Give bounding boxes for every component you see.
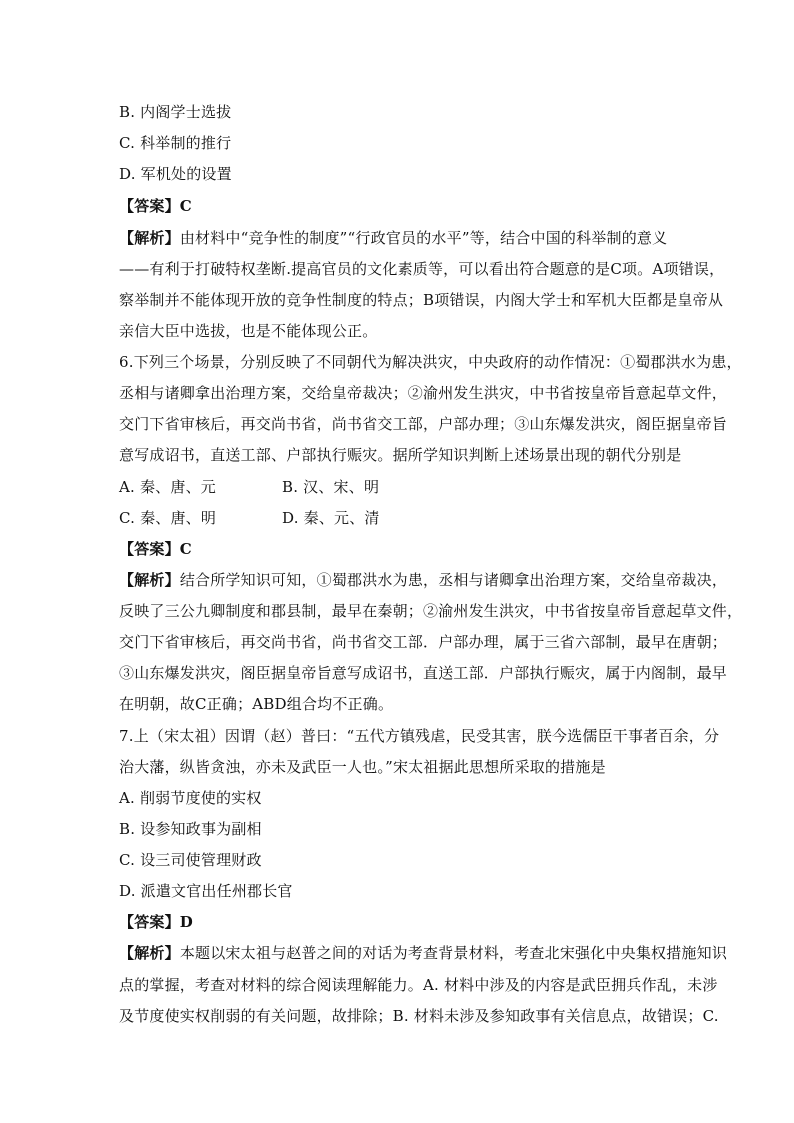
q6-stem-line-3: 交门下省审核后，再交尚书省，尚书省交工部，户部办理；③山东爆发洪灾，阁臣据皇帝旨 bbox=[119, 415, 728, 433]
q7-option-b: B. 设参知政事为副相 bbox=[119, 820, 262, 838]
q6-analysis-line-4: ③山东爆发洪灾，阁臣据皇帝旨意写成诏书，直送工部．户部执行赈灾，属于内阁制，最早 bbox=[119, 664, 728, 682]
q6-stem-line-2: 丞相与诸卿拿出治理方案，交给皇帝裁决；②渝州发生洪灾，中书省按皇帝旨意起草文件， bbox=[119, 384, 728, 402]
q7-analysis-line-2: 点的掌握，考查对材料的综合阅读理解能力。A. 材料中涉及的内容是武臣拥兵作乱，未涉 bbox=[119, 976, 718, 994]
q6-option-d: D. 秦、元、清 bbox=[282, 509, 380, 527]
q5-analysis-line-4: 亲信大臣中选拔，也是不能体现公正。 bbox=[119, 322, 378, 340]
q6-analysis-line-5: 在明朝，故C正确；ABD组合均不正确。 bbox=[119, 695, 394, 713]
q6-analysis-label: 【解析】 bbox=[119, 571, 180, 589]
q6-answer: 【答案】C bbox=[119, 540, 192, 558]
q7-stem-line-2: 治大藩，纵皆贪浊，亦未及武臣一人也。”宋太祖据此思想所采取的措施是 bbox=[119, 758, 606, 776]
q6-analysis-line-3: 交门下省审核后，再交尚书省，尚书省交工部．户部办理，属于三省六部制，最早在唐朝； bbox=[119, 633, 728, 651]
q7-option-c: C. 设三司使管理财政 bbox=[119, 851, 262, 869]
q7-analysis-line-1: 【解析】本题以宋太祖与赵普之间的对话为考查背景材料，考查北宋强化中央集权措施知识 bbox=[119, 944, 728, 962]
q6-stem-line-1: 6.下列三个场景，分别反映了不同朝代为解决洪灾，中央政府的动作情况：①蜀郡洪水为患， bbox=[119, 353, 742, 371]
q5-option-d: D. 军机处的设置 bbox=[119, 165, 232, 183]
q7-answer: 【答案】D bbox=[119, 913, 194, 931]
q7-option-a: A. 削弱节度使的实权 bbox=[119, 789, 262, 807]
q6-analysis-line-2: 反映了三公九卿制度和郡县制，最早在秦朝；②渝州发生洪灾，中书省按皇帝旨意起草文件， bbox=[119, 602, 743, 620]
q5-analysis-line-2: ——有利于打破特权垄断.提高官员的文化素质等，可以看出符合题意的是C项。A项错误， bbox=[119, 260, 725, 278]
q6-option-c: C. 秦、唐、明 bbox=[119, 509, 217, 527]
q5-answer: 【答案】C bbox=[119, 197, 192, 215]
q5-option-b: B. 内阁学士选拔 bbox=[119, 103, 232, 121]
q7-analysis-label: 【解析】 bbox=[119, 944, 180, 962]
q5-analysis-line-1: 【解析】由材料中“竞争性的制度”“行政官员的水平”等，结合中国的科举制的意义 bbox=[119, 229, 668, 247]
q6-analysis-line-1: 【解析】结合所学知识可知，①蜀郡洪水为患，丞相与诸卿拿出治理方案，交给皇帝裁决， bbox=[119, 571, 728, 589]
q7-stem-line-1: 7.上（宋太祖）因谓（赵）普曰：“五代方镇残虐，民受其害，朕今选儒臣干事者百余，分 bbox=[119, 727, 720, 745]
q6-stem-line-4: 意写成诏书，直送工部、户部执行赈灾。据所学知识判断上述场景出现的朝代分别是 bbox=[119, 446, 682, 464]
q7-option-d: D. 派遣文官出任州郡长官 bbox=[119, 882, 293, 900]
q6-option-b: B. 汉、宋、明 bbox=[282, 478, 380, 496]
q6-option-a: A. 秦、唐、元 bbox=[119, 478, 216, 496]
q7-analysis-line-3: 及节度使实权削弱的有关问题，故排除；B. 材料未涉及参知政事有关信息点，故错误；C. bbox=[119, 1007, 719, 1025]
q5-analysis-line-3: 察举制并不能体现开放的竞争性制度的特点；B项错误，内阁大学士和军机大臣都是皇帝从 bbox=[119, 291, 724, 309]
q5-option-c: C. 科举制的推行 bbox=[119, 134, 232, 152]
q5-analysis-label: 【解析】 bbox=[119, 229, 180, 247]
